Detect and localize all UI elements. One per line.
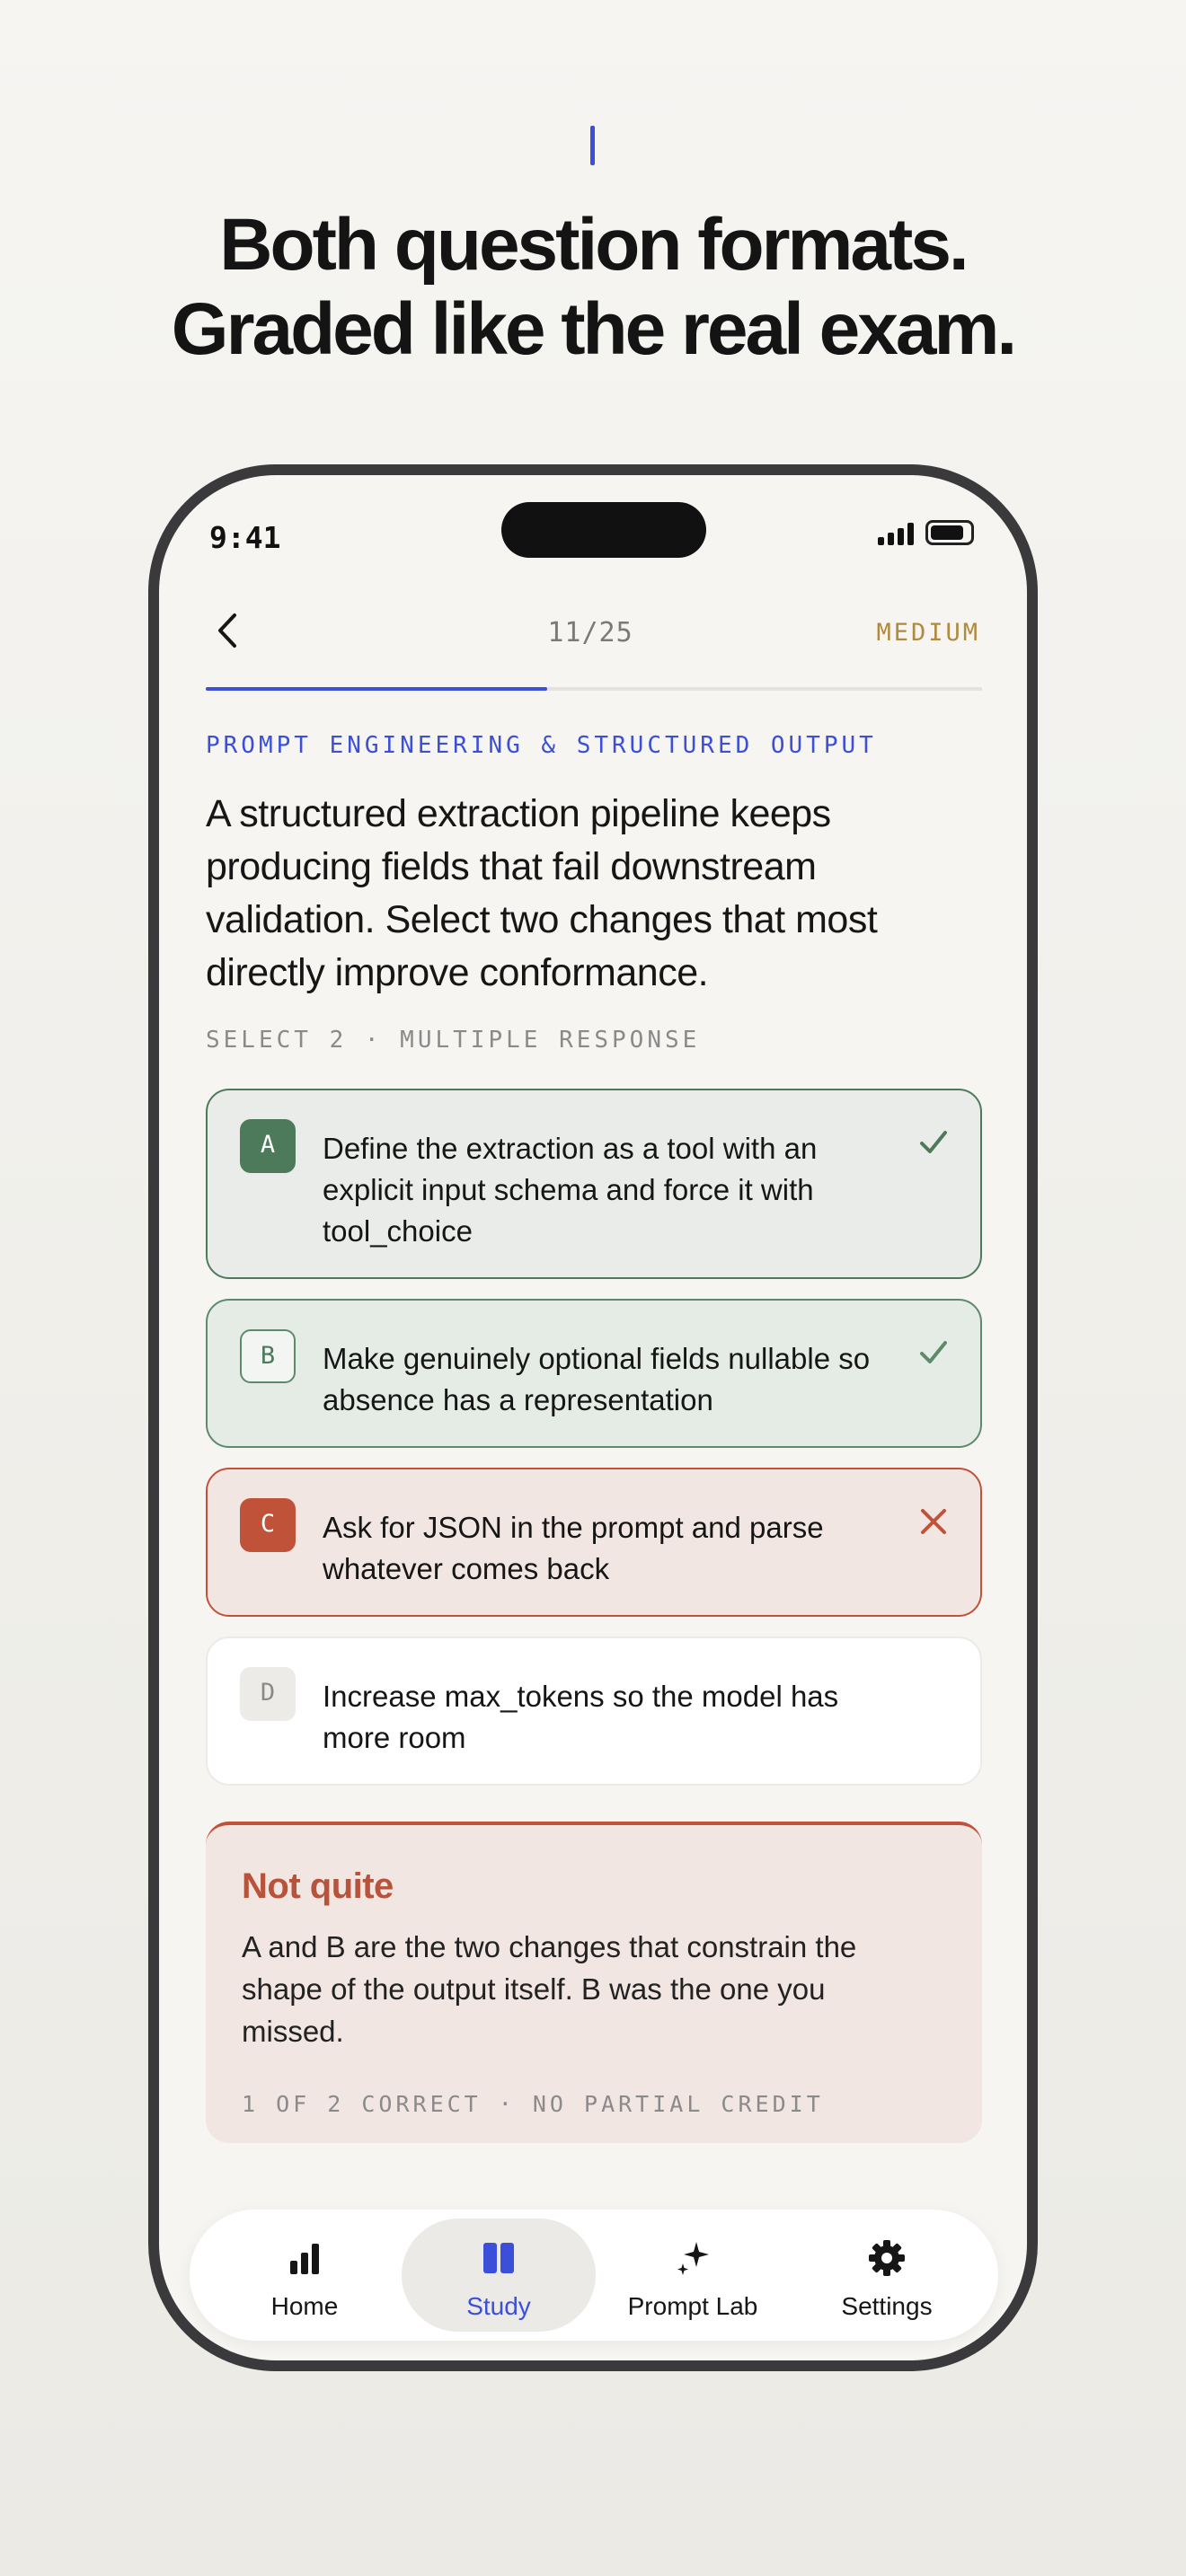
dynamic-island [501,502,706,558]
tab-bar [190,2210,998,2341]
tab-study[interactable] [402,2219,596,2332]
tab-prompt-lab[interactable] [596,2219,790,2332]
tab-settings[interactable] [790,2219,984,2332]
option-a[interactable] [206,1089,982,1279]
marketing-headline [0,203,1186,372]
progress-fill [206,687,547,691]
option-letter: C [240,1498,296,1552]
battery-icon [925,520,974,545]
tab-label: Settings [841,2292,933,2320]
option-letter: B [240,1329,296,1383]
sparkle-icon [673,2238,712,2278]
gear-icon [867,2238,907,2278]
option-text: Increase max_tokens so the model has more room [323,1680,839,1754]
question-counter: 11/25 [547,617,633,648]
signal-icon [878,522,916,545]
option-letter: A [240,1119,296,1173]
feedback-title: Not quite [242,1866,394,1906]
option-b[interactable] [206,1299,982,1448]
tab-home[interactable] [208,2219,402,2332]
feedback-body: A and B are the two changes that constrain the shape of the output itself. B was the one you missed. [242,1930,857,2048]
book-columns-icon [479,2238,518,2278]
chevron-left-icon [209,608,245,653]
back-button[interactable] [209,608,245,653]
progress-bar [206,687,982,691]
feedback-score: 1 OF 2 CORRECT · NO PARTIAL CREDIT [242,2091,824,2117]
tab-label: Home [270,2292,339,2320]
feedback-card [206,1822,982,2143]
status-time: 9:41 [209,520,281,555]
option-text: Make genuinely optional fields nullable so absence has a representation [323,1342,871,1416]
accent-bar [590,126,595,165]
headline-line-2: Graded like the real exam. [171,288,1015,370]
tab-label: Prompt Lab [627,2292,758,2320]
difficulty-badge: MEDIUM [876,619,980,647]
question-instruction: SELECT 2 · MULTIPLE RESPONSE [206,1027,701,1054]
option-text: Ask for JSON in the prompt and parse whatever comes back [323,1511,824,1585]
tab-label: Study [466,2292,531,2320]
option-text: Define the extraction as a tool with an explicit input schema and force it with tool_choice [323,1132,818,1248]
option-c[interactable] [206,1468,982,1617]
question-text: A structured extraction pipeline keeps producing fields that fail downstream validation. Select two changes that most directly improve conformance. [206,792,878,994]
check-icon [917,1126,950,1159]
option-d[interactable] [206,1636,982,1786]
bar-chart-icon [285,2238,324,2278]
headline-line-1: Both question formats. [219,204,967,286]
option-letter: D [240,1667,296,1721]
cross-icon [917,1505,950,1538]
question-topic: PROMPT ENGINEERING & STRUCTURED OUTPUT [206,732,877,759]
phone-frame [148,464,1038,2371]
check-icon [917,1337,950,1369]
